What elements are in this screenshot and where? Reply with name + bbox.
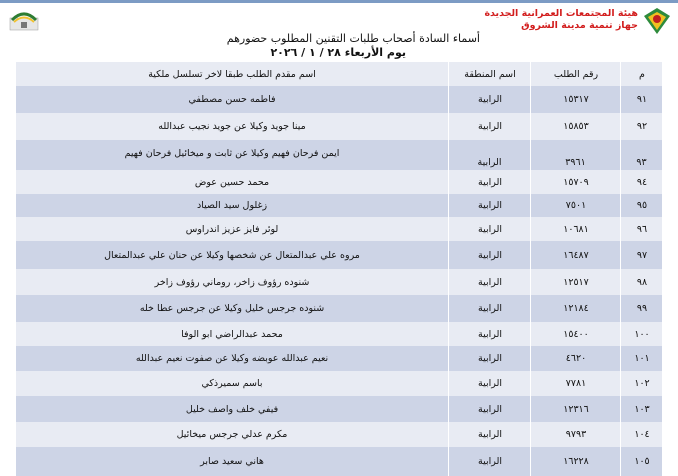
request-number: ٩٧٩٣ [530,422,621,447]
applicant-name: محمد عبدالراضي ابو الوفا [181,328,283,340]
table-row [16,170,662,195]
applicant-name: مينا جويد وكيلا عن جويد نجيب عبدالله [158,121,306,132]
table-row [16,422,662,448]
authority-logo-icon [640,6,674,36]
row-index: ١٠٠ [620,322,663,346]
row-index: ٩٤ [620,170,663,194]
row-index: ٩٥ [620,194,663,217]
applicant-name: مروه علي عبدالمتعال عن شخصها وكيلا عن حنان علي عبدالمتعال [104,249,360,261]
area-name: الرابية [448,86,531,113]
request-number: ٣٩٦١ [530,140,620,170]
area-name: الرابية [448,217,531,241]
area-name: الرابية [448,371,531,396]
request-number: ٧٧٨١ [530,371,621,396]
table-row [16,322,662,347]
applicant-name: شنوده رؤوف زاخر، روماني رؤوف زاخر [154,276,310,288]
table-row [16,371,662,397]
request-number: ١٠٦٨١ [530,217,621,241]
column-header-index: م [620,62,663,86]
area-name: الرابية [448,322,531,346]
area-name: الرابية [448,140,530,170]
request-number: ١٥٧٠٩ [530,170,621,194]
row-index: ٩٧ [620,241,663,269]
table-header-row [16,62,662,87]
row-index: ١٠٢ [620,371,663,396]
request-number: ١٢١٨٤ [530,295,621,322]
applicant-name: ايمن فرحان فهيم وكيلا عن ثابت و ميخائيل فرحان فهيم [124,147,340,159]
applicant-name: باسم سميرذكي [201,378,263,389]
area-name: الرابية [448,170,531,194]
area-name: الرابية [448,194,531,217]
request-number: ١٦٢٢٨ [530,447,621,476]
area-name: الرابية [448,113,531,140]
table-row [16,269,662,296]
request-number: ١٢٣١٦ [530,396,621,422]
column-header-request-number: رقم الطلب [530,62,621,86]
area-name: الرابية [448,422,531,447]
area-name: الرابية [448,396,531,422]
applicant-name: لوئر فايز عزيز اندراوس [185,223,279,235]
table-row [16,86,662,114]
request-number: ٧٥٠١ [530,194,621,217]
area-name: الرابية [448,269,531,295]
document-title: أسماء السادة أصحاب طلبات التقنين المطلوب حضورهم [226,32,480,45]
area-name: الرابية [448,447,531,476]
applicant-name: فيفي خلف واصف خليل [185,403,279,415]
request-number: ١٦٤٨٧ [530,241,621,269]
org-branch: جهاز تنمية مدينة الشروق [521,20,638,31]
column-header-area: اسم المنطقة [448,62,531,86]
request-number: ١٥٨٥٣ [530,113,621,140]
applicant-name: هاني سعيد صابر [200,456,264,467]
table-row [16,217,662,242]
area-name: الرابية [448,241,531,269]
table-row [16,447,662,476]
row-index: ٩٩ [620,295,663,322]
row-index: ٩١ [620,86,663,113]
row-index: ٩٨ [620,269,663,295]
row-index: ٩٢ [620,113,663,140]
applicant-name: زغلول سيد الصياد [196,200,268,211]
column-header-applicant-name: اسم مقدم الطلب طبقا لاخر تسلسل ملكية [148,68,316,80]
table-row [16,295,662,323]
table-row [16,113,662,141]
row-index: ١٠١ [620,346,663,371]
top-border [0,0,678,3]
org-name: هيئة المجتمعات العمرانية الجديدة [484,8,638,19]
row-index: ٩٦ [620,217,663,241]
row-index: ٩٣ [620,140,662,170]
table-row [16,346,662,372]
request-number: ١٥٣١٧ [530,86,621,113]
applicant-name: محمد حسين عوض [194,176,270,188]
row-index: ١٠٣ [620,396,663,422]
city-logo-icon [8,8,40,32]
applicant-name: شنوده جرجس خليل وكيلا عن جرجس عطا خله [139,303,325,314]
applicant-name: فاطمه حسن مصطفي [188,94,276,105]
request-number: ١٢٥١٧ [530,269,621,295]
applicant-name: مكرم عدلي جرجس ميخائيل [176,429,288,440]
table-row [16,140,662,171]
meeting-date: يوم الأربعاء ٢٨ / ١ / ٢٠٢٦ [270,46,406,59]
request-number: ١٥٤٠٠ [530,322,621,346]
table-row [16,194,662,218]
table-row [16,241,662,270]
applicant-name: نعيم عبدالله عوبضه وكيلا عن صفوت نعيم عبدالله [135,353,329,364]
area-name: الرابية [448,346,531,371]
table-row [16,396,662,423]
applicants-table [16,62,662,476]
request-number: ٤٦٢٠ [530,346,621,371]
row-index: ١٠٥ [620,447,663,476]
area-name: الرابية [448,295,531,322]
row-index: ١٠٤ [620,422,663,447]
